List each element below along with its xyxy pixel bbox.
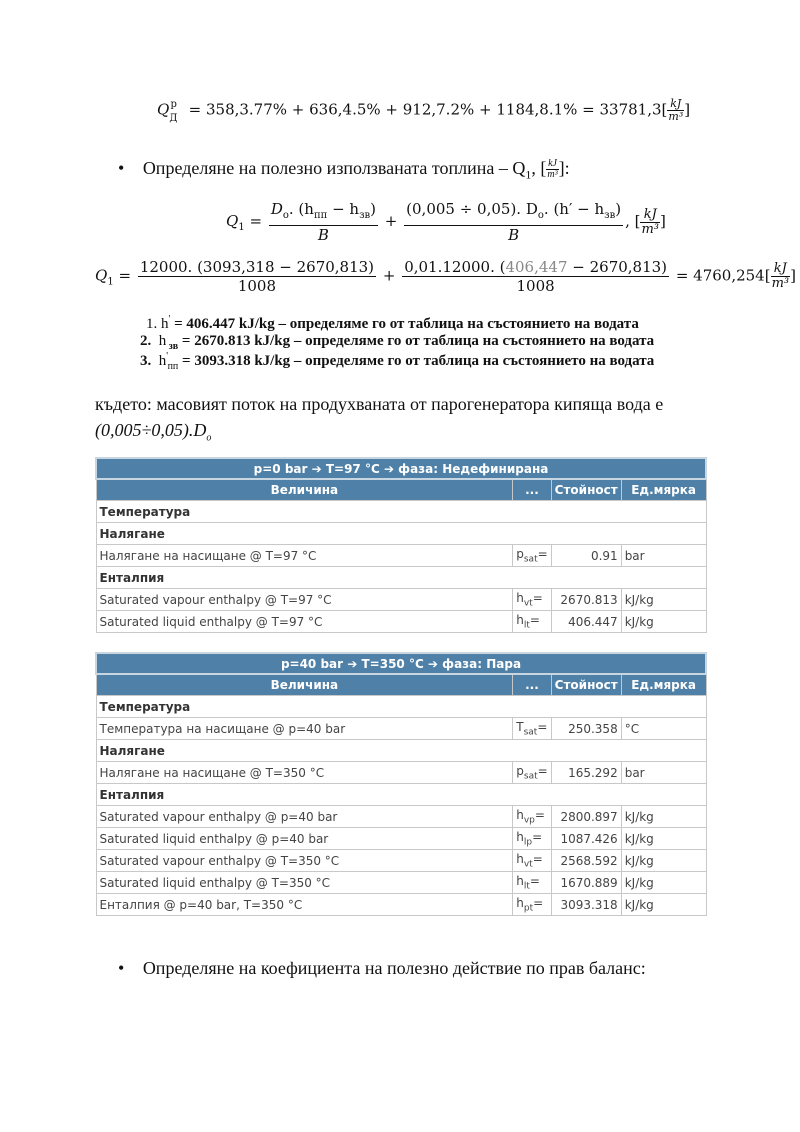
where-paragraph: където: масовият поток на продухваната от парогенератора кипяща вода е $(0,005\div 0,05).D_o$ (95, 394, 664, 444)
column-header: Ед.мярка (621, 479, 706, 501)
table-row: Налягане на насищане @ T=97 °C $p_{sat}=$ 0.91 bar (96, 545, 706, 567)
steam-table-1 (95, 457, 707, 633)
section-title: Налягане (96, 523, 706, 545)
table-row: Saturated liquid enthalpy @ T=97 °C $h_{lt}=$ 406.447 kJ/kg (96, 611, 706, 633)
list-item: 3. h' $_{пп}$ = 3093.318 kJ/kg – определяме го от таблица на състоянието на водата (140, 351, 655, 372)
column-header: Величина (96, 674, 513, 696)
section-title: Енталпия (96, 784, 706, 806)
table-row: Налягане на насищане @ T=350 °C $p_{sat}=$ 165.292 bar (96, 762, 706, 784)
table-row: Saturated vapour enthalpy @ p=40 bar $h_{vp}=$ 2800.897 kJ/kg (96, 806, 706, 828)
section-title: Налягане (96, 740, 706, 762)
formula-heat-value: $Q_Д^р = 358,3.77\% + 636,4.5\% + 912,7.2\% + 1184,8.1\% = 33781,3$[ $\frac{kJ}{\text{m³}}$ ] (157, 97, 691, 124)
formula-q1-symbolic: $Q_1$ = $\frac{D_o. (h_{пп} - h_{зв})}{B}$ + $\frac{(0,005 \div 0,05). D_o. (h' - h_{зв})}{B}$ , [ $\frac{kJ}{\text{m³}}$ ] (226, 200, 666, 244)
column-header: Стойност (551, 479, 621, 501)
table-row: Saturated vapour enthalpy @ T=97 °C $h_{vt}=$ 2670.813 kJ/kg (96, 589, 706, 611)
table-row: Saturated vapour enthalpy @ T=350 °C $h_{vt}=$ 2568.592 kJ/kg (96, 850, 706, 872)
column-header: Ед.мярка (621, 674, 706, 696)
table-caption: p=40 bar ➔ T=350 °C ➔ фаза: Пара (96, 653, 706, 674)
list-item: 1. h' = 406.447 kJ/kg – определяме го от таблица на състоянието на водата (146, 314, 639, 332)
section-title: Енталпия (96, 567, 706, 589)
list-item: 2. h $_{зв}$ = 2670.813 kJ/kg – определяме го от таблица на състоянието на водата (140, 333, 655, 352)
bullet-useful-heat: • Определяне на полезно използваната топлина – $Q_1$, [ $\frac{kJ}{\text{m³}}$ ]: (118, 158, 570, 182)
section-title: Температура (96, 501, 706, 523)
table-row: Saturated liquid enthalpy @ p=40 bar $h_{lp}=$ 1087.426 kJ/kg (96, 828, 706, 850)
table-caption: p=0 bar ➔ T=97 °C ➔ фаза: Недефинирана (96, 458, 706, 479)
column-header: ... (513, 479, 551, 501)
column-header: ... (513, 674, 551, 696)
section-title: Температура (96, 696, 706, 718)
bullet-efficiency: • Определяне на коефициента на полезно действие по прав баланс: (118, 958, 646, 978)
formula-q1-numeric: $Q_1$ = $\frac{12000. (3093,318 - 2670,813)}{1008}$ + $\frac{0,01.12000. (406,447 - 2670,813)}{1008}$ = 4760,254[ $\frac{kJ}{\text{m³}}$ ] (95, 258, 796, 295)
table-row: Енталпия @ p=40 bar, T=350 °C $h_{pt}=$ 3093.318 kJ/kg (96, 894, 706, 916)
table-row: Температура на насищане @ p=40 bar $T_{sat}=$ 250.358 °C (96, 718, 706, 740)
steam-table-2 (95, 652, 707, 916)
column-header: Стойност (551, 674, 621, 696)
table-row: Saturated liquid enthalpy @ T=350 °C $h_{lt}=$ 1670.889 kJ/kg (96, 872, 706, 894)
column-header: Величина (96, 479, 513, 501)
